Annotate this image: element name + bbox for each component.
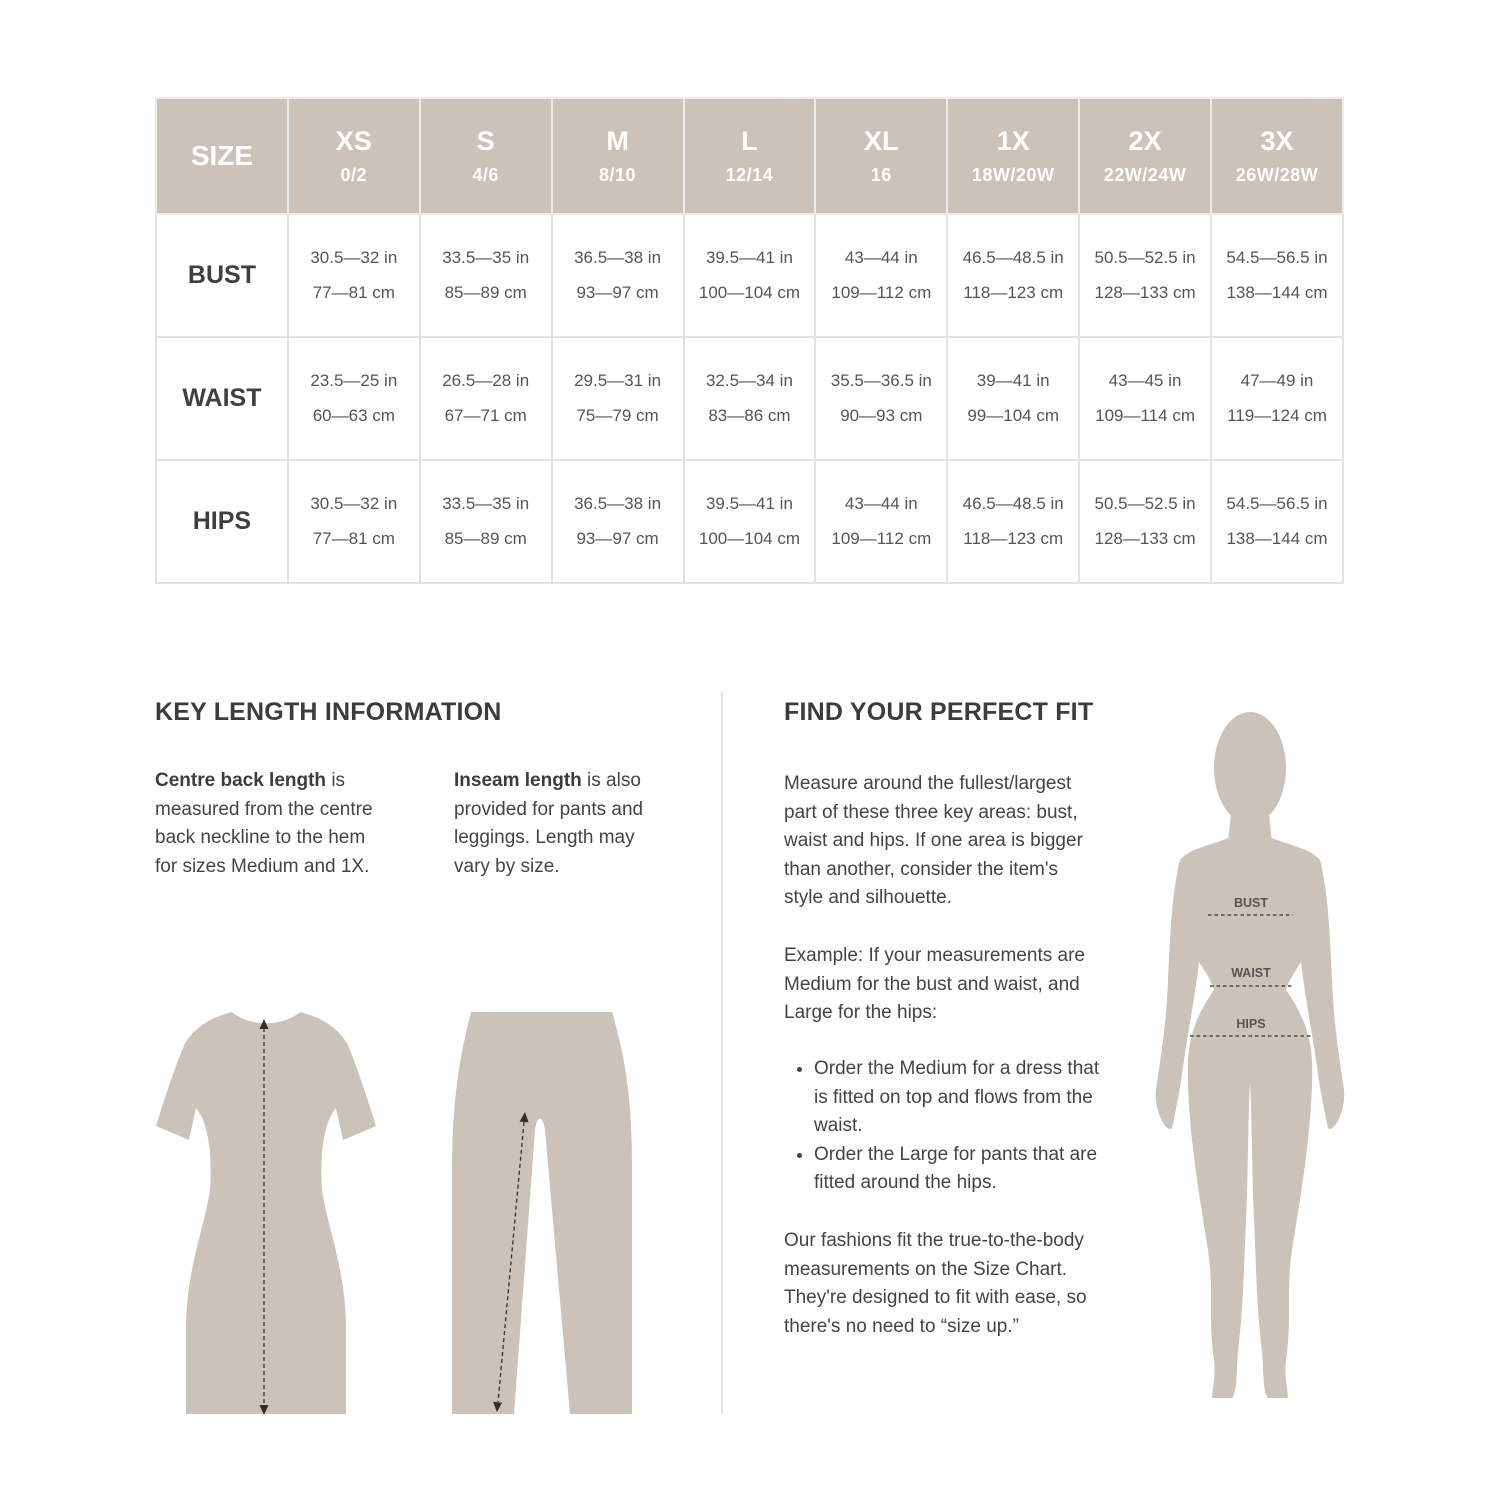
cell-centimeters: 119—124 cm <box>1227 406 1327 425</box>
cell-centimeters: 67—71 cm <box>444 406 527 425</box>
cell-centimeters: 100—104 cm <box>698 529 800 548</box>
cell-inches: 30.5—32 in <box>310 248 398 267</box>
cell-centimeters: 109—112 cm <box>831 283 932 302</box>
section-divider <box>721 692 723 1414</box>
table-cell <box>815 214 947 337</box>
cell-centimeters: 93—97 cm <box>576 529 659 548</box>
perfect-fit-closing: Our fashions fit the true-to-the-body measurements on the Size Chart. They're designed to fit with ease, so there's no need to “size up.” <box>784 1230 1087 1337</box>
table-cell <box>288 337 420 460</box>
cell-inches: 36.5—38 in <box>574 248 662 267</box>
hips-label: HIPS <box>1236 1017 1266 1031</box>
cell-centimeters: 83—86 cm <box>708 406 791 425</box>
table-cell <box>288 214 420 337</box>
size-code: L <box>741 126 758 156</box>
size-code: M <box>606 126 629 156</box>
cell-inches: 46.5—48.5 in <box>962 494 1064 513</box>
table-cell <box>288 460 420 583</box>
size-numeric: 8/10 <box>599 165 637 185</box>
cell-centimeters: 128—133 cm <box>1094 529 1196 548</box>
perfect-fit-heading: FIND YOUR PERFECT FIT <box>784 698 1094 726</box>
size-numeric: 16 <box>870 165 892 185</box>
cell-inches: 39.5—41 in <box>705 248 793 267</box>
centre-back-term: Centre back length <box>155 770 327 791</box>
size-col-xs <box>288 98 420 214</box>
body-measurement-figure <box>1150 705 1350 1410</box>
key-length-heading: KEY LENGTH INFORMATION <box>155 698 502 726</box>
cell-centimeters: 109—114 cm <box>1095 406 1195 425</box>
centre-back-description: is measured from the centre back neckline to the hem for sizes Medium and 1X. <box>155 770 373 877</box>
row-label: WAIST <box>156 337 288 460</box>
cell-inches: 43—44 in <box>844 248 918 267</box>
body-silhouette <box>1156 712 1344 1398</box>
cell-inches: 43—45 in <box>1108 371 1182 390</box>
size-code: 1X <box>996 126 1030 156</box>
size-header-row <box>156 98 1343 214</box>
cell-inches: 35.5—36.5 in <box>830 371 932 390</box>
list-item: • Order the Large for pants that are fitted around the hips. <box>814 1141 1114 1198</box>
cell-centimeters: 118—123 cm <box>963 529 1064 548</box>
cell-centimeters: 90—93 cm <box>840 406 923 425</box>
cell-inches: 33.5—35 in <box>442 494 530 513</box>
centre-back-text <box>155 767 380 881</box>
perfect-fit-example: Example: If your measurements are Medium for the bust and waist, and Large for the hips: <box>784 945 1085 1024</box>
cell-inches: 23.5—25 in <box>310 371 398 390</box>
dress-silhouette <box>156 1012 376 1414</box>
cell-centimeters: 85—89 cm <box>444 283 527 302</box>
inseam-text <box>454 767 669 881</box>
table-cell <box>1211 214 1343 337</box>
table-row-waist <box>156 337 1343 460</box>
size-chart-table <box>155 97 1344 584</box>
table-cell <box>1079 460 1211 583</box>
pants-silhouette <box>452 1012 632 1414</box>
cell-centimeters: 100—104 cm <box>698 283 800 302</box>
cell-centimeters: 77—81 cm <box>312 529 395 548</box>
table-cell <box>1211 337 1343 460</box>
table-cell <box>947 460 1079 583</box>
cell-centimeters: 75—79 cm <box>576 406 659 425</box>
table-cell <box>815 460 947 583</box>
row-label: BUST <box>156 214 288 337</box>
size-numeric: 4/6 <box>472 165 499 185</box>
inseam-description: is also provided for pants and leggings. Length may vary by size. <box>454 770 644 877</box>
cell-centimeters: 138—144 cm <box>1226 529 1328 548</box>
size-code: 3X <box>1260 126 1294 156</box>
table-cell <box>684 460 816 583</box>
size-col-xl <box>815 98 947 214</box>
cell-inches: 36.5—38 in <box>574 494 662 513</box>
cell-inches: 50.5—52.5 in <box>1094 494 1196 513</box>
size-col-1x <box>947 98 1079 214</box>
table-cell <box>420 337 552 460</box>
table-cell <box>1079 214 1211 337</box>
cell-centimeters: 60—63 cm <box>312 406 395 425</box>
size-col-m <box>552 98 684 214</box>
cell-centimeters: 109—112 cm <box>831 529 932 548</box>
table-cell <box>420 460 552 583</box>
table-cell <box>684 337 816 460</box>
bust-label: BUST <box>1233 896 1269 910</box>
cell-inches: 54.5—56.5 in <box>1226 248 1328 267</box>
cell-centimeters: 118—123 cm <box>963 283 1064 302</box>
table-cell <box>815 337 947 460</box>
perfect-fit-intro: Measure around the fullest/largest part of these three key areas: bust, waist and hips. If one area is bigger than another, consider the item's style and silhouette. <box>784 773 1083 909</box>
size-numeric: 22W/24W <box>1103 165 1187 185</box>
size-corner-label: SIZE <box>156 98 288 214</box>
size-code: S <box>476 126 495 156</box>
cell-centimeters: 99—104 cm <box>967 406 1060 425</box>
cell-inches: 26.5—28 in <box>442 371 530 390</box>
cell-inches: 32.5—34 in <box>705 371 793 390</box>
table-cell <box>552 460 684 583</box>
table-cell <box>1079 337 1211 460</box>
cell-inches: 29.5—31 in <box>574 371 662 390</box>
size-numeric: 26W/28W <box>1235 165 1319 185</box>
size-numeric: 18W/20W <box>971 165 1055 185</box>
cell-centimeters: 85—89 cm <box>444 529 527 548</box>
cell-inches: 39.5—41 in <box>705 494 793 513</box>
cell-centimeters: 128—133 cm <box>1094 283 1196 302</box>
size-code: 2X <box>1128 126 1162 156</box>
inseam-term: Inseam length <box>454 770 582 791</box>
size-code: XS <box>335 126 372 156</box>
cell-inches: 39—41 in <box>976 371 1050 390</box>
cell-centimeters: 93—97 cm <box>576 283 659 302</box>
size-code: XL <box>864 126 899 156</box>
row-label: HIPS <box>156 460 288 583</box>
size-col-s <box>420 98 552 214</box>
size-col-2x <box>1079 98 1211 214</box>
cell-inches: 33.5—35 in <box>442 248 530 267</box>
cell-inches: 30.5—32 in <box>310 494 398 513</box>
table-cell <box>552 214 684 337</box>
cell-inches: 50.5—52.5 in <box>1094 248 1196 267</box>
pants-illustration <box>445 1005 640 1420</box>
table-cell <box>947 337 1079 460</box>
table-row-bust <box>156 214 1343 337</box>
table-cell <box>420 214 552 337</box>
size-col-3x <box>1211 98 1343 214</box>
size-numeric: 0/2 <box>340 165 368 185</box>
cell-inches: 43—44 in <box>844 494 918 513</box>
waist-label: WAIST <box>1231 966 1271 980</box>
example-bullet-list <box>790 1055 1114 1198</box>
table-cell <box>947 214 1079 337</box>
cell-inches: 47—49 in <box>1240 371 1314 390</box>
table-cell <box>552 337 684 460</box>
table-cell <box>684 214 816 337</box>
cell-inches: 54.5—56.5 in <box>1226 494 1328 513</box>
cell-centimeters: 77—81 cm <box>312 283 395 302</box>
table-cell <box>1211 460 1343 583</box>
cell-centimeters: 138—144 cm <box>1226 283 1328 302</box>
cell-inches: 46.5—48.5 in <box>962 248 1064 267</box>
table-row-hips <box>156 460 1343 583</box>
size-numeric: 12/14 <box>725 165 774 185</box>
list-item: • Order the Medium for a dress that is fitted on top and flows from the waist. <box>814 1055 1114 1141</box>
size-col-l <box>684 98 816 214</box>
dress-illustration <box>150 1005 385 1420</box>
